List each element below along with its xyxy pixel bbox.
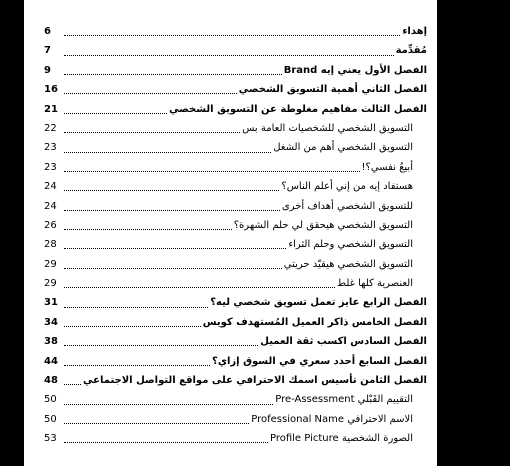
dot-leader xyxy=(64,326,201,327)
dot-leader xyxy=(64,365,210,366)
dot-leader xyxy=(64,404,273,405)
dot-leader xyxy=(64,171,360,172)
dot-leader xyxy=(64,442,268,443)
toc-entry[interactable] xyxy=(44,390,427,409)
toc-entry[interactable] xyxy=(44,410,427,429)
toc-entry[interactable] xyxy=(44,293,427,312)
toc-entry[interactable] xyxy=(44,352,427,371)
toc-entry-page-number: 34 xyxy=(44,316,58,328)
toc-entry-page-number: 24 xyxy=(44,200,57,212)
toc-entry-page-number: 7 xyxy=(44,45,51,57)
toc-entry[interactable] xyxy=(44,371,427,390)
dot-leader xyxy=(64,423,249,424)
toc-entry[interactable] xyxy=(44,216,427,235)
toc-entry-page-number: 22 xyxy=(44,122,57,134)
toc-entry[interactable] xyxy=(44,22,427,41)
dot-leader xyxy=(64,248,286,249)
toc-entry-page-number: 23 xyxy=(44,161,57,173)
toc-entry-title: العنصرية كلها غلط xyxy=(336,278,413,290)
toc-entry-title: الفصل الثالث مفاهيم مغلوطة عن التسويق الشخصي xyxy=(169,103,427,115)
dot-leader xyxy=(64,210,280,211)
toc-entry[interactable] xyxy=(44,119,427,138)
dot-leader xyxy=(64,229,232,230)
toc-entry-page-number: 50 xyxy=(44,413,57,425)
toc-entry-page-number: 29 xyxy=(44,258,57,270)
toc-entry-title: الاسم الاحترافي Professional Name xyxy=(251,413,413,425)
dot-leader xyxy=(64,152,271,153)
toc-entry-page-number: 16 xyxy=(44,84,58,96)
dot-leader xyxy=(64,74,282,75)
toc-entry[interactable] xyxy=(44,138,427,157)
toc-entry-title: التسويق الشخصي هيقيّد حريتي xyxy=(283,258,413,270)
toc-entry-title: التسويق الشخصي للشخصيات العامة بس xyxy=(242,122,413,134)
toc-entry-title: التسويق الشخصي هيحقق لي حلم الشهرة؟ xyxy=(233,219,413,231)
dot-leader xyxy=(64,93,237,94)
dot-leader xyxy=(64,55,394,56)
toc-entry-page-number: 44 xyxy=(44,355,58,367)
toc-entry[interactable] xyxy=(44,332,427,351)
toc-entry-title: الفصل السابع أحدد سعري في السوق إزاي؟ xyxy=(212,355,427,367)
toc-entry[interactable] xyxy=(44,429,427,448)
toc-entry-page-number: 26 xyxy=(44,219,57,231)
toc-entry-title: الفصل الثامن تأسيس اسمك الاحترافي على مواقع التواصل الاجتماعي xyxy=(83,375,427,387)
toc-entry-title: الفصل الخامس ذاكر العميل المُستهدف كويس xyxy=(202,316,427,328)
toc-entry-page-number: 9 xyxy=(44,64,51,76)
toc-entry-page-number: 31 xyxy=(44,297,58,309)
dot-leader xyxy=(64,190,279,191)
dot-leader xyxy=(64,35,400,36)
toc-entry[interactable] xyxy=(44,80,427,99)
toc-entry[interactable] xyxy=(44,100,427,119)
toc-entry-title: للتسويق الشخصي أهداف أخرى xyxy=(281,200,413,212)
toc-entry-page-number: 29 xyxy=(44,278,57,290)
toc-entry-page-number: 48 xyxy=(44,375,58,387)
toc-entry[interactable] xyxy=(44,197,427,216)
toc-entry-title: هستفاد إيه من إني أعلم الناس؟ xyxy=(281,181,413,193)
dot-leader xyxy=(64,287,335,288)
dot-leader xyxy=(64,307,208,308)
toc-entry-page-number: 38 xyxy=(44,336,58,348)
table-of-contents xyxy=(44,22,427,449)
toc-entry-title: الفصل السادس اكسب ثقة العميل xyxy=(260,336,427,348)
dot-leader xyxy=(64,384,81,385)
toc-entry-page-number: 28 xyxy=(44,239,57,251)
toc-entry-title: الفصل الأول يعني إيه Brand xyxy=(283,64,427,76)
toc-entry-title: التقييم القَبْلي Pre-Assessment xyxy=(275,394,413,406)
dot-leader xyxy=(64,345,258,346)
toc-entry-title: التسويق الشخصي وحلم الثراء xyxy=(288,239,413,251)
toc-entry-page-number: 6 xyxy=(44,26,51,37)
toc-entry-title: الصورة الشخصية Profile Picture xyxy=(269,433,413,445)
toc-entry-title: إهداء xyxy=(402,26,427,37)
toc-entry[interactable] xyxy=(44,158,427,177)
toc-entry-title: أبيعُ نفسي؟! xyxy=(361,161,413,173)
toc-entry-title: مُقدِّمة xyxy=(395,45,427,57)
toc-entry[interactable] xyxy=(44,313,427,332)
dot-leader xyxy=(64,132,240,133)
toc-entry[interactable] xyxy=(44,41,427,60)
toc-entry-title: الفصل الرابع عايز تعمل تسويق شخصي ليه؟ xyxy=(210,297,427,309)
toc-entry-page-number: 23 xyxy=(44,142,57,154)
dot-leader xyxy=(64,113,167,114)
toc-entry[interactable] xyxy=(44,61,427,80)
toc-entry-page-number: 53 xyxy=(44,433,57,445)
toc-entry[interactable] xyxy=(44,235,427,254)
toc-entry-title: التسويق الشخصي أهم من الشغل xyxy=(273,142,413,154)
dot-leader xyxy=(64,268,282,269)
toc-entry[interactable] xyxy=(44,255,427,274)
toc-entry-title: الفصل الثاني أهمية التسويق الشخصي xyxy=(238,84,427,96)
toc-entry-page-number: 21 xyxy=(44,103,58,115)
toc-entry-page-number: 50 xyxy=(44,394,57,406)
toc-entry-page-number: 24 xyxy=(44,181,57,193)
toc-entry[interactable] xyxy=(44,274,427,293)
toc-entry[interactable] xyxy=(44,177,427,196)
document-page xyxy=(24,0,437,466)
